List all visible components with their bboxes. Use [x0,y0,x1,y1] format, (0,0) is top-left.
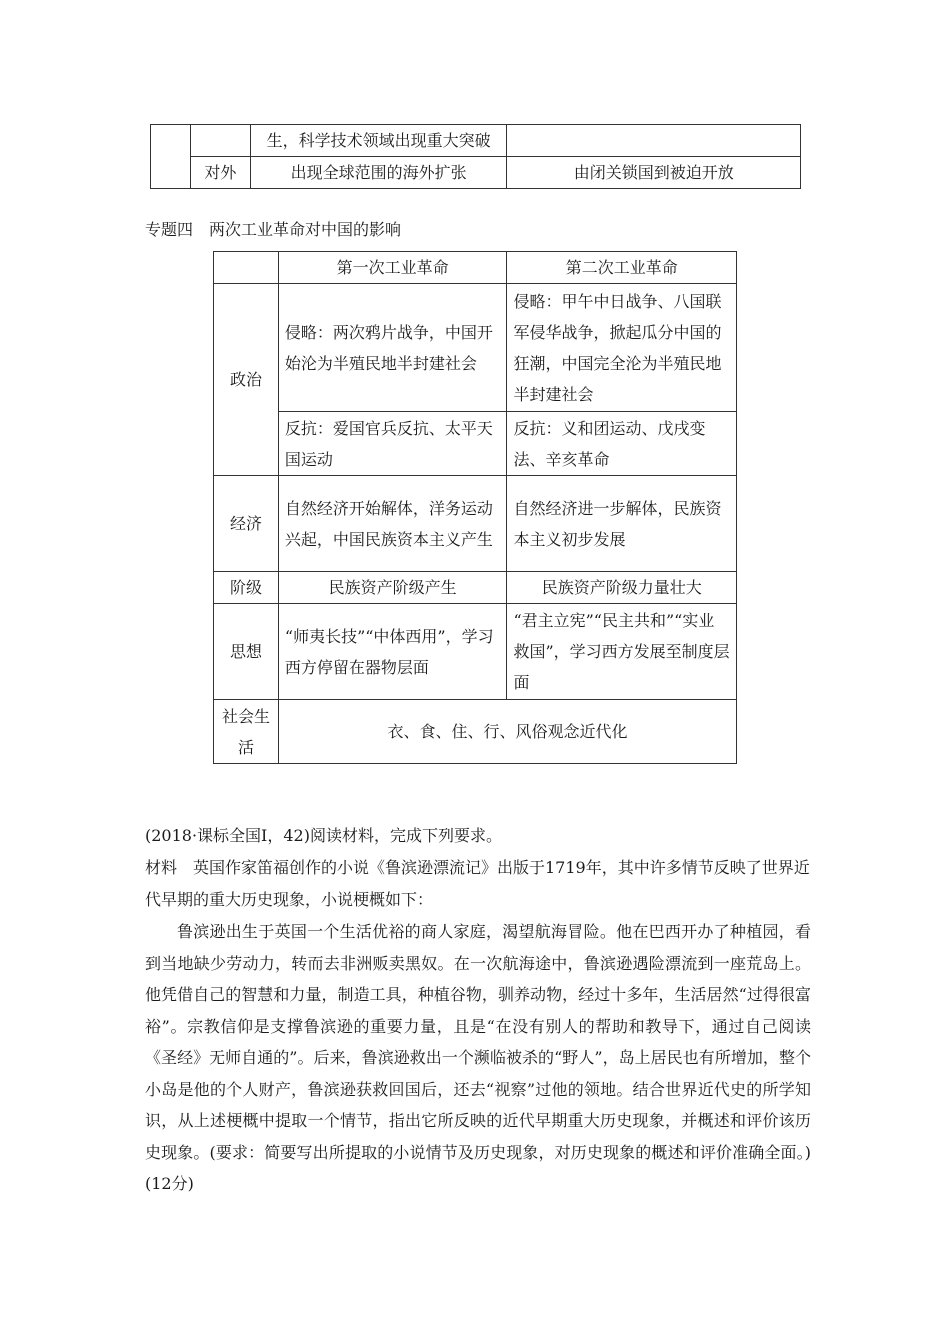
table-header-row [214,252,737,284]
table-header-cell [214,252,279,284]
table-header-cell: 第二次工业革命 [507,252,737,284]
table-cell: 侵略：甲午中日战争、八国联军侵华战争，掀起瓜分中国的狂潮，中国完全沦为半殖民地半封建社会 [507,284,737,412]
table-cell: 侵略：两次鸦片战争，中国开始沦为半殖民地半封建社会 [278,284,507,412]
row-label-thought: 思想 [214,604,279,700]
material-intro: 材料 英国作家笛福创作的小说《鲁滨逊漂流记》出版于1719年，其中许多情节反映了世界近代早期的重大历史现象，小说梗概如下： [145,858,810,909]
table-row [214,476,737,572]
row-label-politics: 政治 [214,284,279,476]
table-cell: 民族资产阶级力量壮大 [507,572,737,604]
table-cell: 出现全球范围的海外扩张 [250,157,507,189]
table-cell: 反抗：义和团运动、戊戌变法、辛亥革命 [507,412,737,476]
table-cell: 反抗：爱国官兵反抗、太平天国运动 [278,412,507,476]
table-cell: 由闭关锁国到被迫开放 [507,157,801,189]
section-title: 专题四 两次工业革命对中国的影响 [145,220,402,239]
table-cell: 自然经济开始解体，洋务运动兴起，中国民族资本主义产生 [278,476,507,572]
table-row [151,157,801,189]
table-row [214,572,737,604]
row-label-economy: 经济 [214,476,279,572]
table-cell: 自然经济进一步解体，民族资本主义初步发展 [507,476,737,572]
table-cell: 生，科学技术领域出现重大突破 [250,125,507,157]
row-label-social: 社会生活 [214,700,279,764]
table-cell: 民族资产阶级产生 [278,572,507,604]
table-cell-empty [151,125,191,189]
table-header-cell: 第一次工业革命 [278,252,507,284]
row-label-class: 阶级 [214,572,279,604]
table-cell-merged: 衣、食、住、行、风俗观念近代化 [278,700,736,764]
table-cell [507,125,801,157]
table-row [214,284,737,412]
continuation-table [150,124,801,189]
table-cell: “师夷长技”“中体西用”，学习西方停留在器物层面 [278,604,507,700]
table-row [151,125,801,157]
material-story: 鲁滨逊出生于英国一个生活优裕的商人家庭，渴望航海冒险。他在巴西开办了种植园，看到当地缺少劳动力，转而去非洲贩卖黑奴。在一次航海途中，鲁滨逊遇险漂流到一座荒岛上。他凭借自己的智慧和力量，制造工具，种植谷物，驯养动物，经过十多年，生活居然“过得很富裕”。宗教信仰是支撑鲁滨逊的重要力量，且是“在没有别人的帮助和教导下，通过自己阅读《圣经》无师自通的”。后来，鲁滨逊救出一个濒临被杀的“野人”，岛上居民也有所增加，整个小岛是他的个人财产，鲁滨逊获救回国后，还去“视察”过他的领地。结合世界近代史的所学知识，从上述梗概中提取一个情节，指出它所反映的近代早期重大历史现象，并概述和评价该历史现象。(要求：简要写出所提取的小说情节及历史现象，对历史现象的概述和评价准确全面。)(12分) [145,922,811,1193]
table-cell: “君主立宪”“民主共和”“实业救国”，学习西方发展至制度层面 [507,604,737,700]
industrial-revolution-table [213,251,737,764]
table-cell-empty [190,125,250,157]
table-row [214,700,737,764]
table-cell-label: 对外 [190,157,250,189]
table-row [214,604,737,700]
table-row [214,412,737,476]
question-source: (2018·课标全国Ⅰ，42)阅读材料，完成下列要求。 [145,826,502,845]
